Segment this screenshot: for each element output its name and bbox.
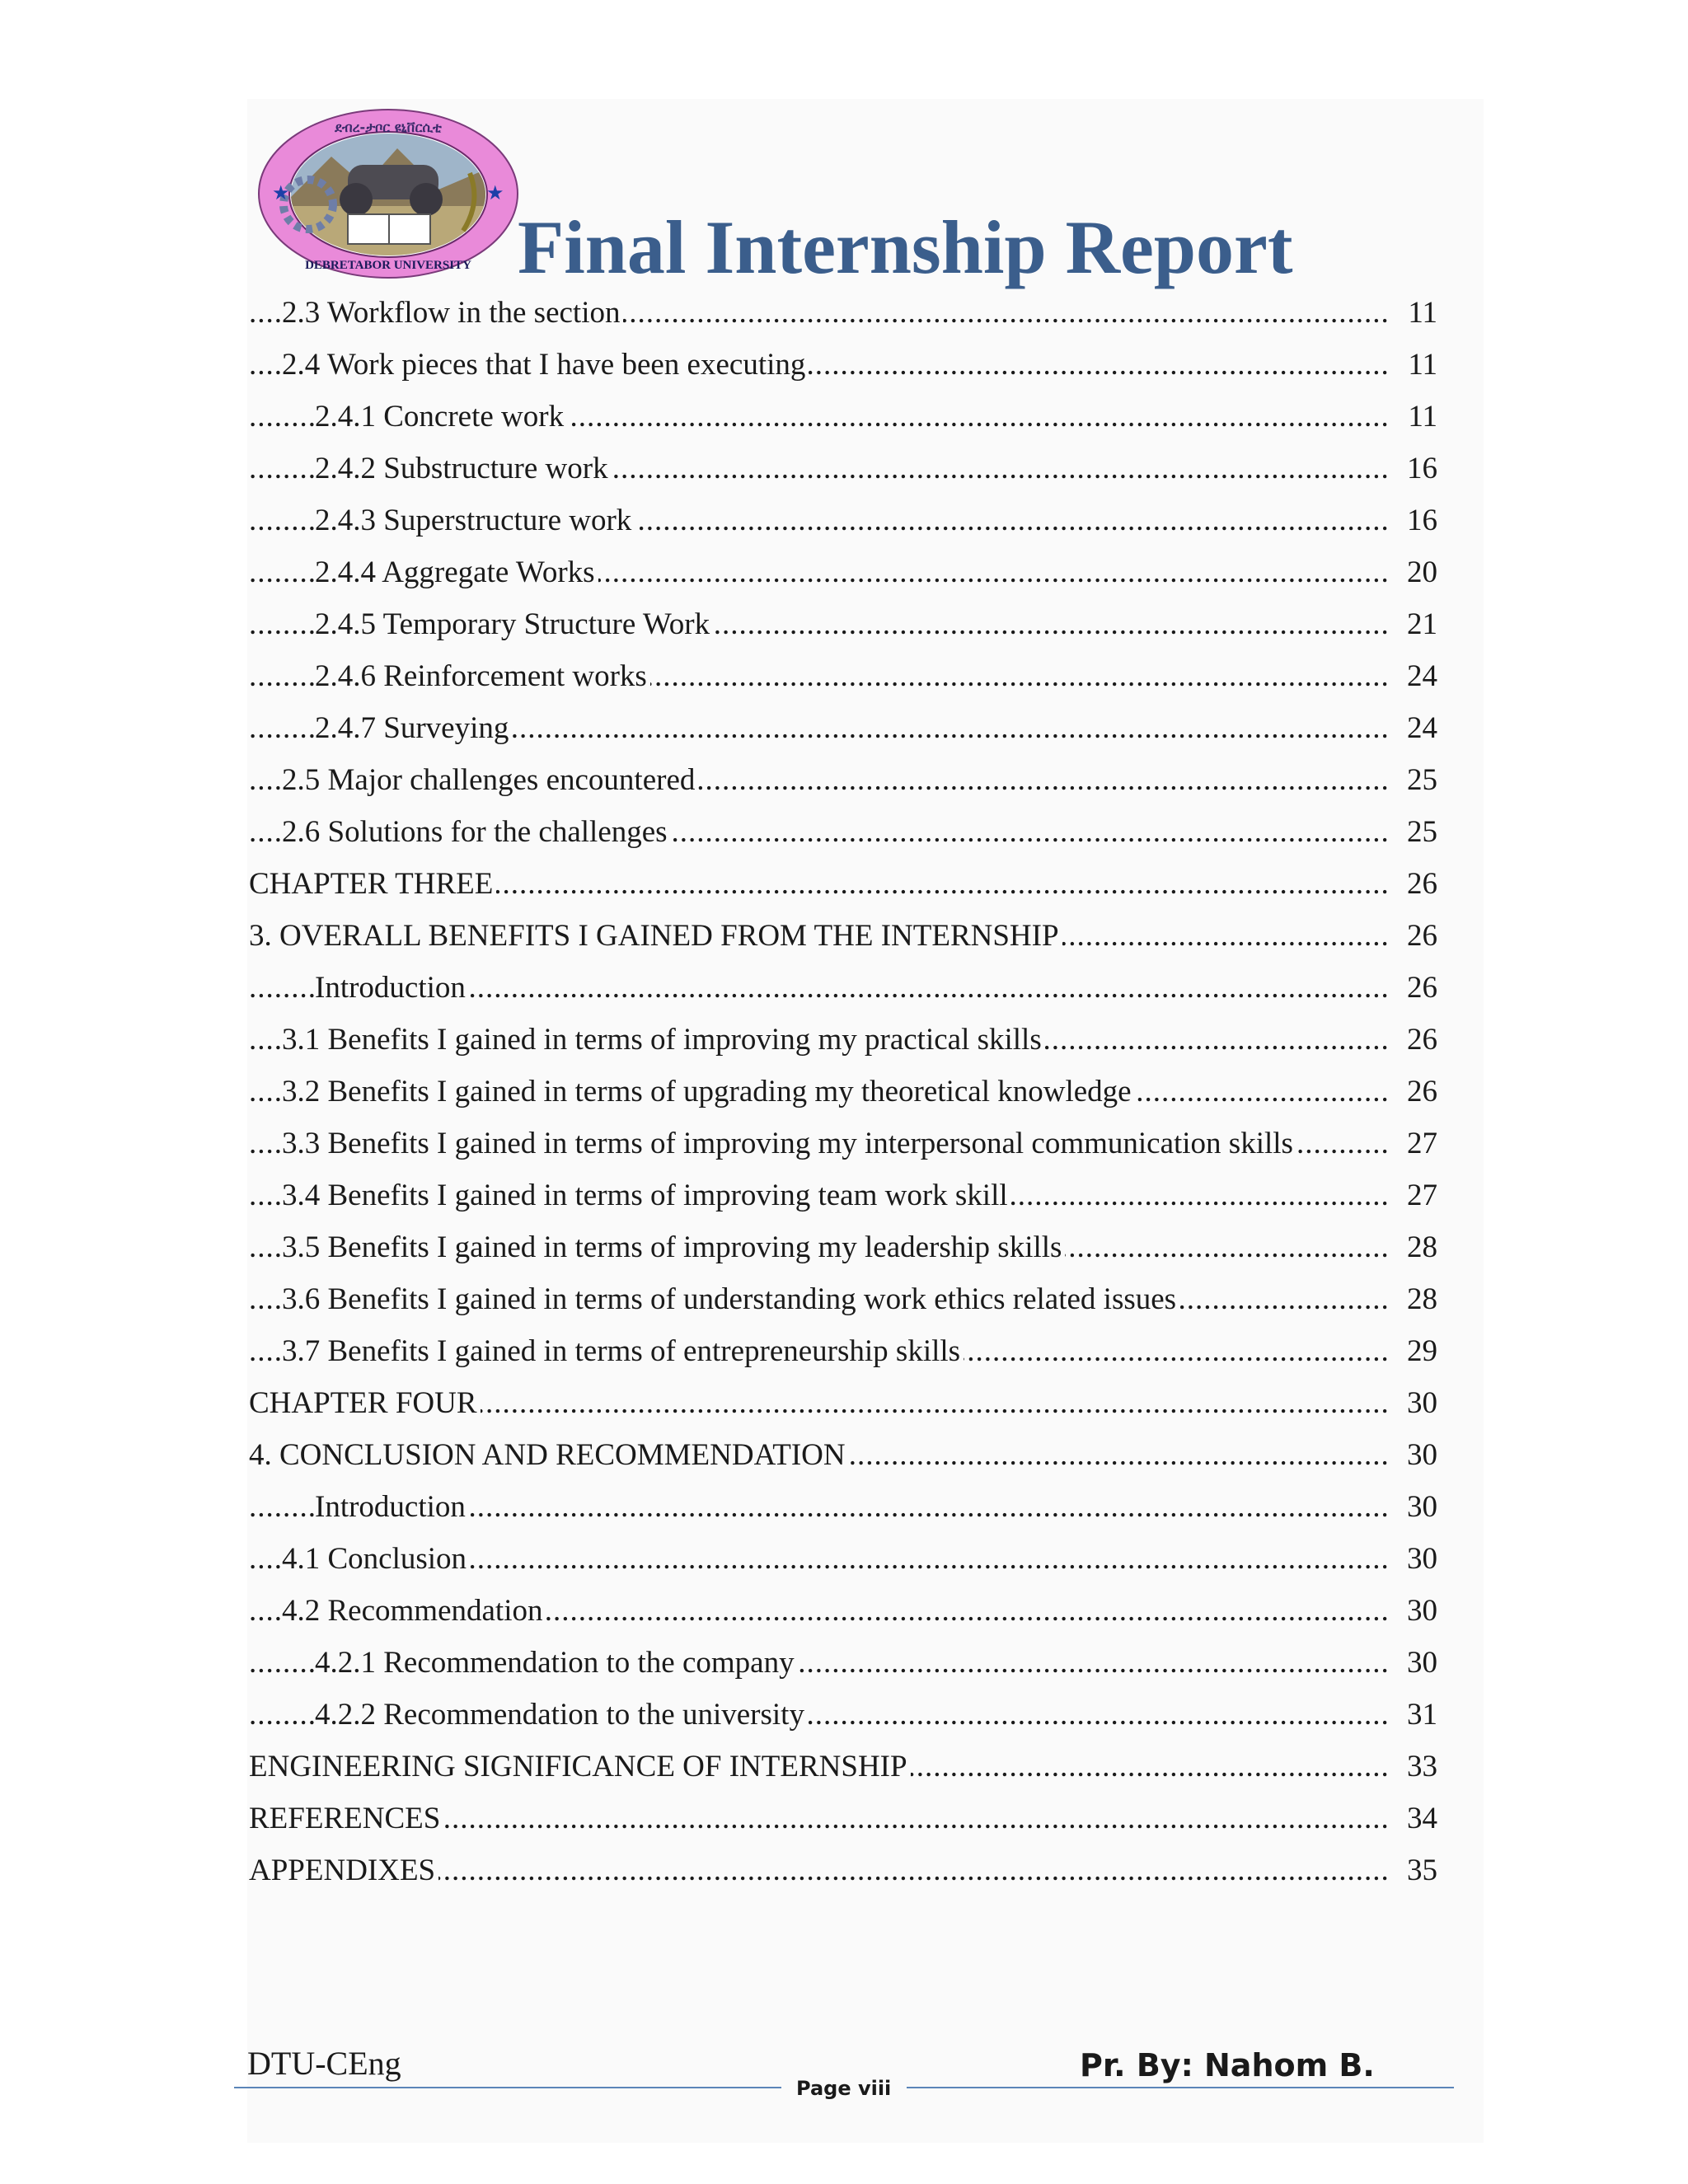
university-logo xyxy=(257,107,519,280)
toc-entry-label: 2.5 Major challenges encountered xyxy=(282,763,698,797)
toc-entry-label: 3.3 Benefits I gained in terms of improving my interpersonal communication skills xyxy=(282,1127,1296,1160)
report-title: Final Internship Report xyxy=(518,205,1293,289)
toc-entry[interactable] xyxy=(249,1741,1437,1793)
toc-entry[interactable] xyxy=(249,1844,1437,1896)
toc-entry-label: 3.7 Benefits I gained in terms of entrepreneurship skills xyxy=(282,1334,964,1368)
toc-entry-label: 3.4 Benefits I gained in terms of improving team work skill xyxy=(282,1179,1011,1212)
toc-entry-label: 2.4.4 Aggregate Works xyxy=(315,555,598,589)
toc-entry-page: 26 xyxy=(1393,1066,1437,1118)
toc-entry-label: Introduction xyxy=(315,1490,469,1524)
toc-entry-label: 2.4.5 Temporary Structure Work xyxy=(315,607,713,641)
toc-entry-label: 2.4.6 Reinforcement works xyxy=(315,659,650,693)
toc-entry-page: 25 xyxy=(1393,754,1437,806)
toc-entry-label: 4.2.1 Recommendation to the company xyxy=(315,1646,798,1680)
toc-entry[interactable] xyxy=(249,339,1437,391)
toc-entry-label: 2.4.7 Surveying xyxy=(315,711,512,745)
toc-entry[interactable] xyxy=(249,650,1437,702)
toc-entry-page: 24 xyxy=(1393,650,1437,702)
toc-entry-label: 3.2 Benefits I gained in terms of upgrading my theoretical knowledge xyxy=(282,1075,1135,1108)
toc-entry-label: 4.2 Recommendation xyxy=(282,1594,546,1628)
toc-entry-page: 11 xyxy=(1393,339,1437,391)
toc-entry-label: 4.2.2 Recommendation to the university xyxy=(315,1698,808,1732)
toc-entry-page: 35 xyxy=(1393,1844,1437,1896)
toc-entry[interactable] xyxy=(249,962,1437,1014)
footer-rule-right xyxy=(907,2087,1454,2088)
toc-entry-label: 2.4.3 Superstructure work xyxy=(315,504,635,537)
toc-entry-label: REFERENCES xyxy=(249,1802,443,1835)
toc-entry-page: 30 xyxy=(1393,1429,1437,1481)
toc-entry-page: 30 xyxy=(1393,1481,1437,1533)
footer-department: DTU-CEng xyxy=(247,2045,401,2082)
toc-entry-page: 30 xyxy=(1393,1377,1437,1429)
toc-entry-page: 20 xyxy=(1393,546,1437,598)
toc-entry-page: 26 xyxy=(1393,962,1437,1014)
toc-entry-page: 24 xyxy=(1393,702,1437,754)
toc-entry[interactable] xyxy=(249,858,1437,910)
toc-entry-label: CHAPTER FOUR xyxy=(249,1386,481,1420)
toc-entry-label: Introduction xyxy=(315,971,469,1005)
toc-entry[interactable] xyxy=(249,1585,1437,1637)
toc-entry[interactable] xyxy=(249,1273,1437,1325)
toc-entry-page: 33 xyxy=(1393,1741,1437,1793)
toc-entry-label: 3.5 Benefits I gained in terms of improving my leadership skills xyxy=(282,1230,1065,1264)
toc-entry-label: CHAPTER THREE xyxy=(249,867,496,901)
star-icon-left: ★ xyxy=(272,181,290,204)
star-icon-right: ★ xyxy=(486,181,504,204)
toc-entry[interactable] xyxy=(249,1533,1437,1585)
toc-entry[interactable] xyxy=(249,1429,1437,1481)
toc-entry[interactable] xyxy=(249,494,1437,546)
toc-entry[interactable] xyxy=(249,806,1437,858)
toc-entry[interactable] xyxy=(249,1221,1437,1273)
toc-entry-label: APPENDIXES xyxy=(249,1854,438,1887)
toc-entry-label: 2.4 Work pieces that I have been executing xyxy=(282,348,809,382)
toc-entry-page: 26 xyxy=(1393,910,1437,962)
toc-entry-page: 30 xyxy=(1393,1637,1437,1689)
toc-entry-label: 2.6 Solutions for the challenges xyxy=(282,815,671,849)
toc-entry[interactable] xyxy=(249,1169,1437,1221)
toc-entry[interactable] xyxy=(249,1066,1437,1118)
toc-entry-page: 34 xyxy=(1393,1793,1437,1844)
table-of-contents xyxy=(249,287,1437,1896)
toc-entry-label: ENGINEERING SIGNIFICANCE OF INTERNSHIP xyxy=(249,1750,911,1783)
toc-entry-page: 26 xyxy=(1393,1014,1437,1066)
toc-entry-page: 11 xyxy=(1393,391,1437,443)
toc-entry[interactable] xyxy=(249,910,1437,962)
logo-top-text: ደብረ-ታቦር ዩኒቨርሲቲ xyxy=(335,120,442,135)
toc-entry-label: 4. CONCLUSION AND RECOMMENDATION xyxy=(249,1438,849,1472)
toc-entry-page: 11 xyxy=(1393,287,1437,339)
toc-entry[interactable] xyxy=(249,754,1437,806)
toc-entry-page: 30 xyxy=(1393,1585,1437,1637)
toc-entry-page: 16 xyxy=(1393,494,1437,546)
toc-entry[interactable] xyxy=(249,1118,1437,1169)
toc-entry[interactable] xyxy=(249,598,1437,650)
toc-entry[interactable] xyxy=(249,1481,1437,1533)
toc-entry[interactable] xyxy=(249,391,1437,443)
toc-entry-page: 28 xyxy=(1393,1221,1437,1273)
toc-entry-label: 4.1 Conclusion xyxy=(282,1542,470,1576)
toc-entry[interactable] xyxy=(249,1014,1437,1066)
toc-entry-label: 3. OVERALL BENEFITS I GAINED FROM THE INTERNSHIP xyxy=(249,919,1062,953)
toc-entry[interactable] xyxy=(249,443,1437,494)
toc-entry-page: 31 xyxy=(1393,1689,1437,1741)
toc-entry[interactable] xyxy=(249,1793,1437,1844)
toc-entry-label: 2.4.2 Substructure work xyxy=(315,452,612,485)
toc-entry-page: 26 xyxy=(1393,858,1437,910)
toc-entry-page: 16 xyxy=(1393,443,1437,494)
toc-entry-label: 3.6 Benefits I gained in terms of understanding work ethics related issues xyxy=(282,1282,1179,1316)
toc-entry-page: 27 xyxy=(1393,1169,1437,1221)
footer-author: Pr. By: Nahom B. xyxy=(1080,2047,1375,2083)
toc-entry[interactable] xyxy=(249,702,1437,754)
footer-page-number: Page viii xyxy=(796,2077,892,2100)
toc-entry-label: 2.3 Workflow in the section xyxy=(282,296,623,330)
toc-entry-page: 30 xyxy=(1393,1533,1437,1585)
footer-rule-left xyxy=(234,2087,781,2088)
toc-entry[interactable] xyxy=(249,1377,1437,1429)
toc-entry-page: 25 xyxy=(1393,806,1437,858)
logo-bottom-text: DEBRETABOR UNIVERSITY xyxy=(305,259,471,272)
toc-entry[interactable] xyxy=(249,1325,1437,1377)
toc-entry[interactable] xyxy=(249,287,1437,339)
toc-entry-page: 21 xyxy=(1393,598,1437,650)
toc-entry-page: 27 xyxy=(1393,1118,1437,1169)
toc-entry-label: 3.1 Benefits I gained in terms of improving my practical skills xyxy=(282,1023,1045,1057)
toc-entry-page: 28 xyxy=(1393,1273,1437,1325)
toc-entry[interactable] xyxy=(249,1689,1437,1741)
toc-entry-page: 29 xyxy=(1393,1325,1437,1377)
toc-entry[interactable] xyxy=(249,1637,1437,1689)
toc-entry[interactable] xyxy=(249,546,1437,598)
toc-entry-label: 2.4.1 Concrete work xyxy=(315,400,567,434)
